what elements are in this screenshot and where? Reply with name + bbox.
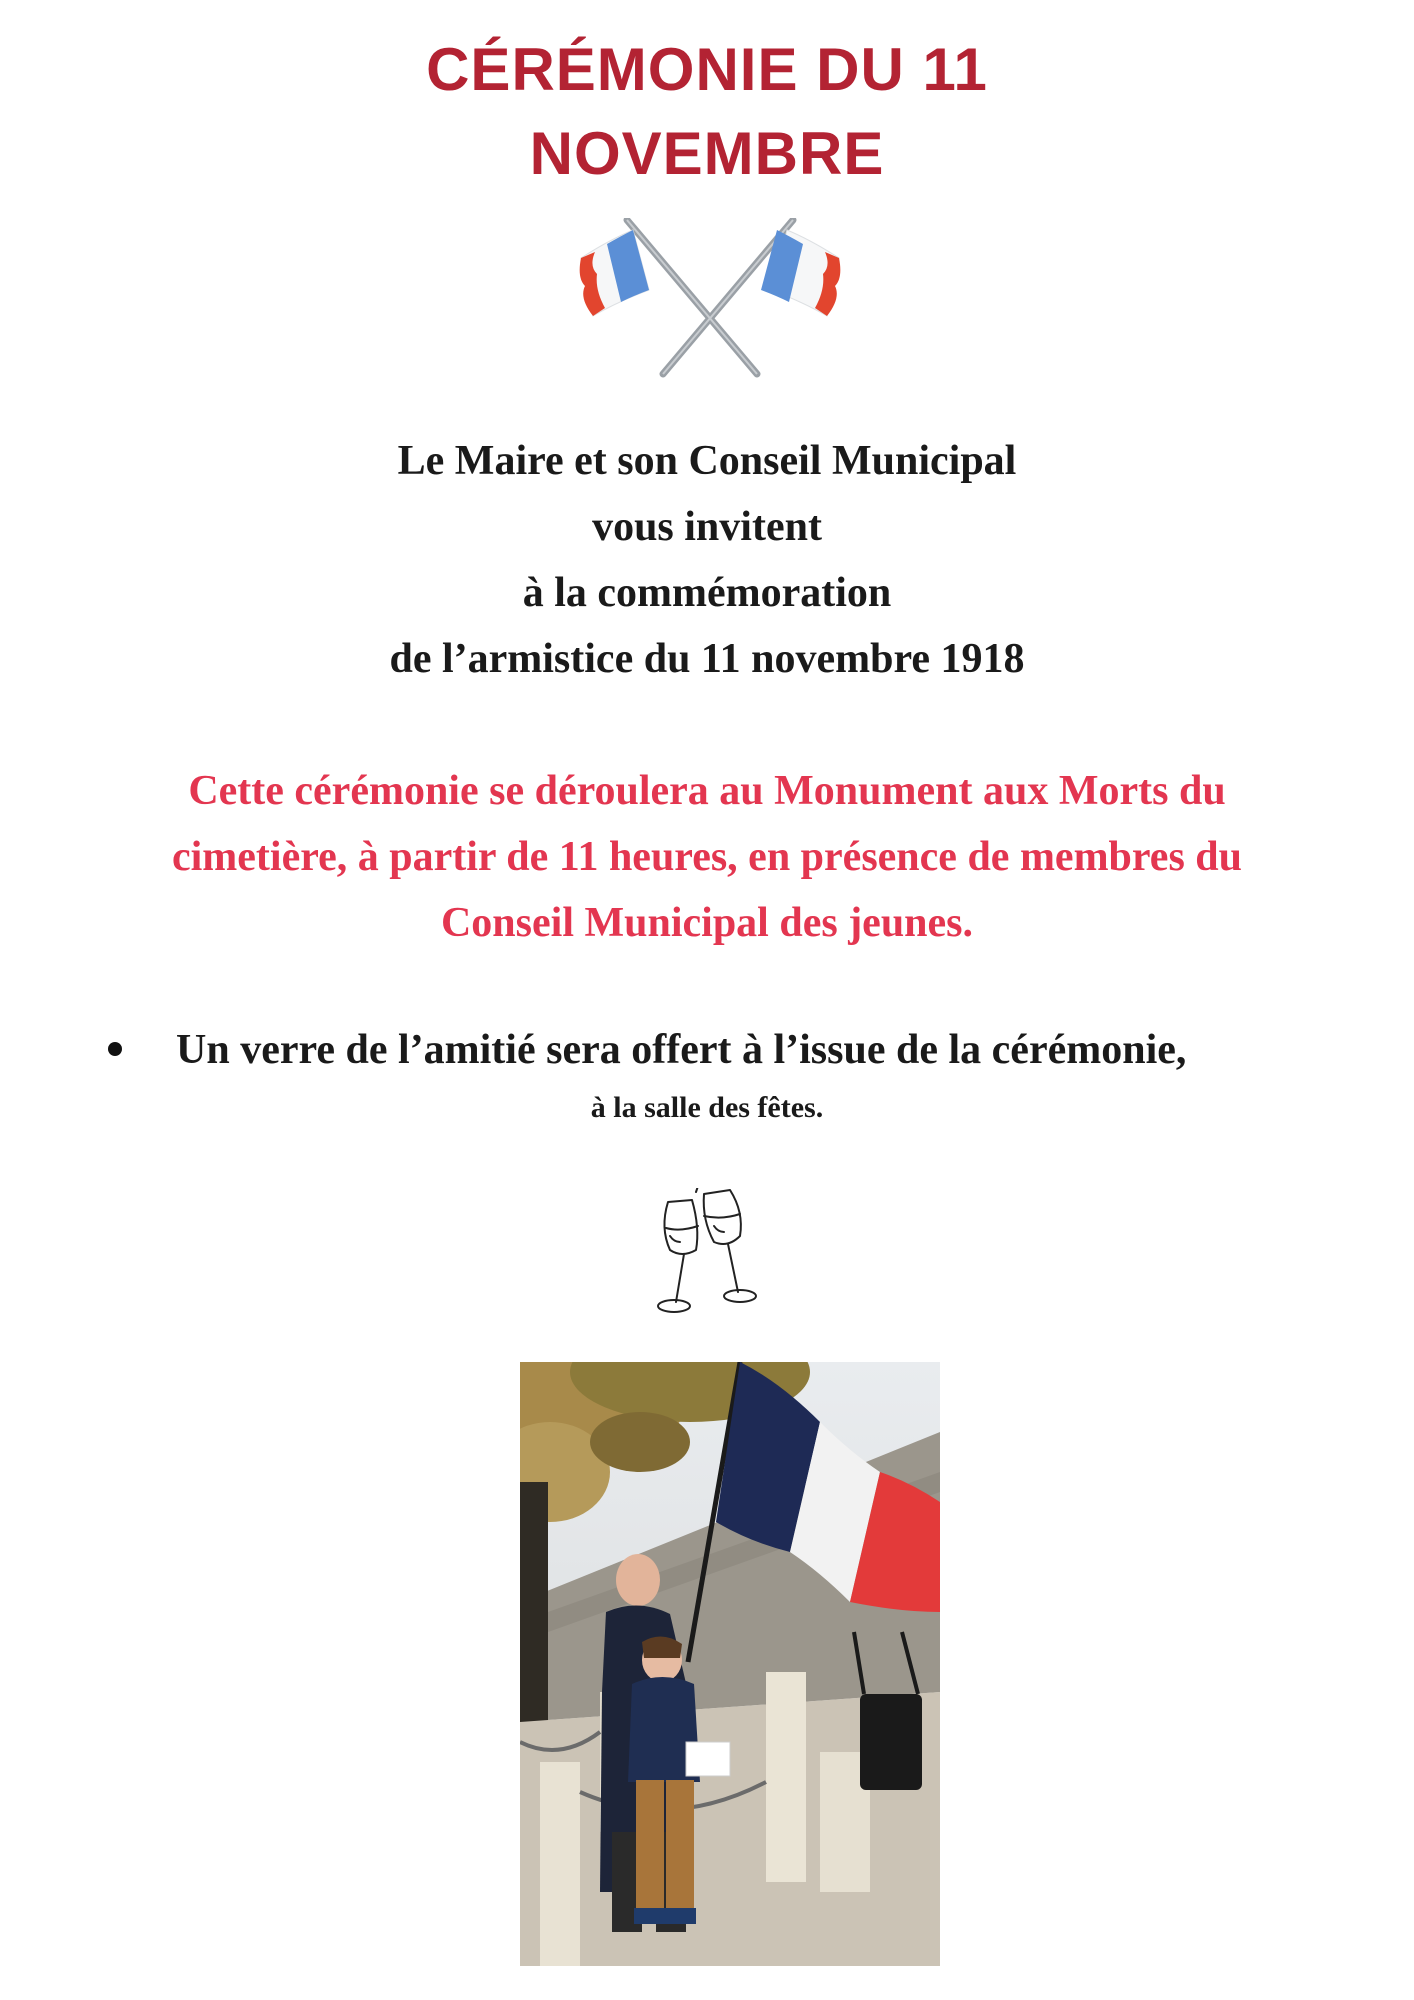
ceremony-photo [520,1362,940,1966]
invitation-line-3: à la commémoration [522,570,892,616]
reception-main-text: Un verre de l’amitié sera offert à l’issue de la cérémonie, [176,1027,1187,1073]
location-line-3: Conseil Municipal des jeunes. [440,900,974,946]
invitation-text [0,428,1414,692]
toasting-glasses-icon [640,1188,780,1328]
invitation-line-4: de l’armistice du 11 novembre 1918 [389,636,1025,682]
invitation-line-2: vous invitent [592,504,822,550]
title-line-2: NOVEMBRE [529,120,885,187]
crossed-flags-icon [575,218,845,378]
ceremony-location-text [60,758,1354,956]
location-line-2: cimetière, à partir de 11 heures, en présence de membres du [171,834,1243,880]
page-title [0,28,1414,196]
reception-sub-text: à la salle des fêtes. [590,1091,824,1124]
invitation-line-1: Le Maire et son Conseil Municipal [397,438,1017,484]
title-line-1: CÉRÉMONIE DU 11 [426,36,988,103]
bullet-icon [108,1042,122,1056]
location-line-1: Cette cérémonie se déroulera au Monument aux Morts du [188,768,1226,814]
